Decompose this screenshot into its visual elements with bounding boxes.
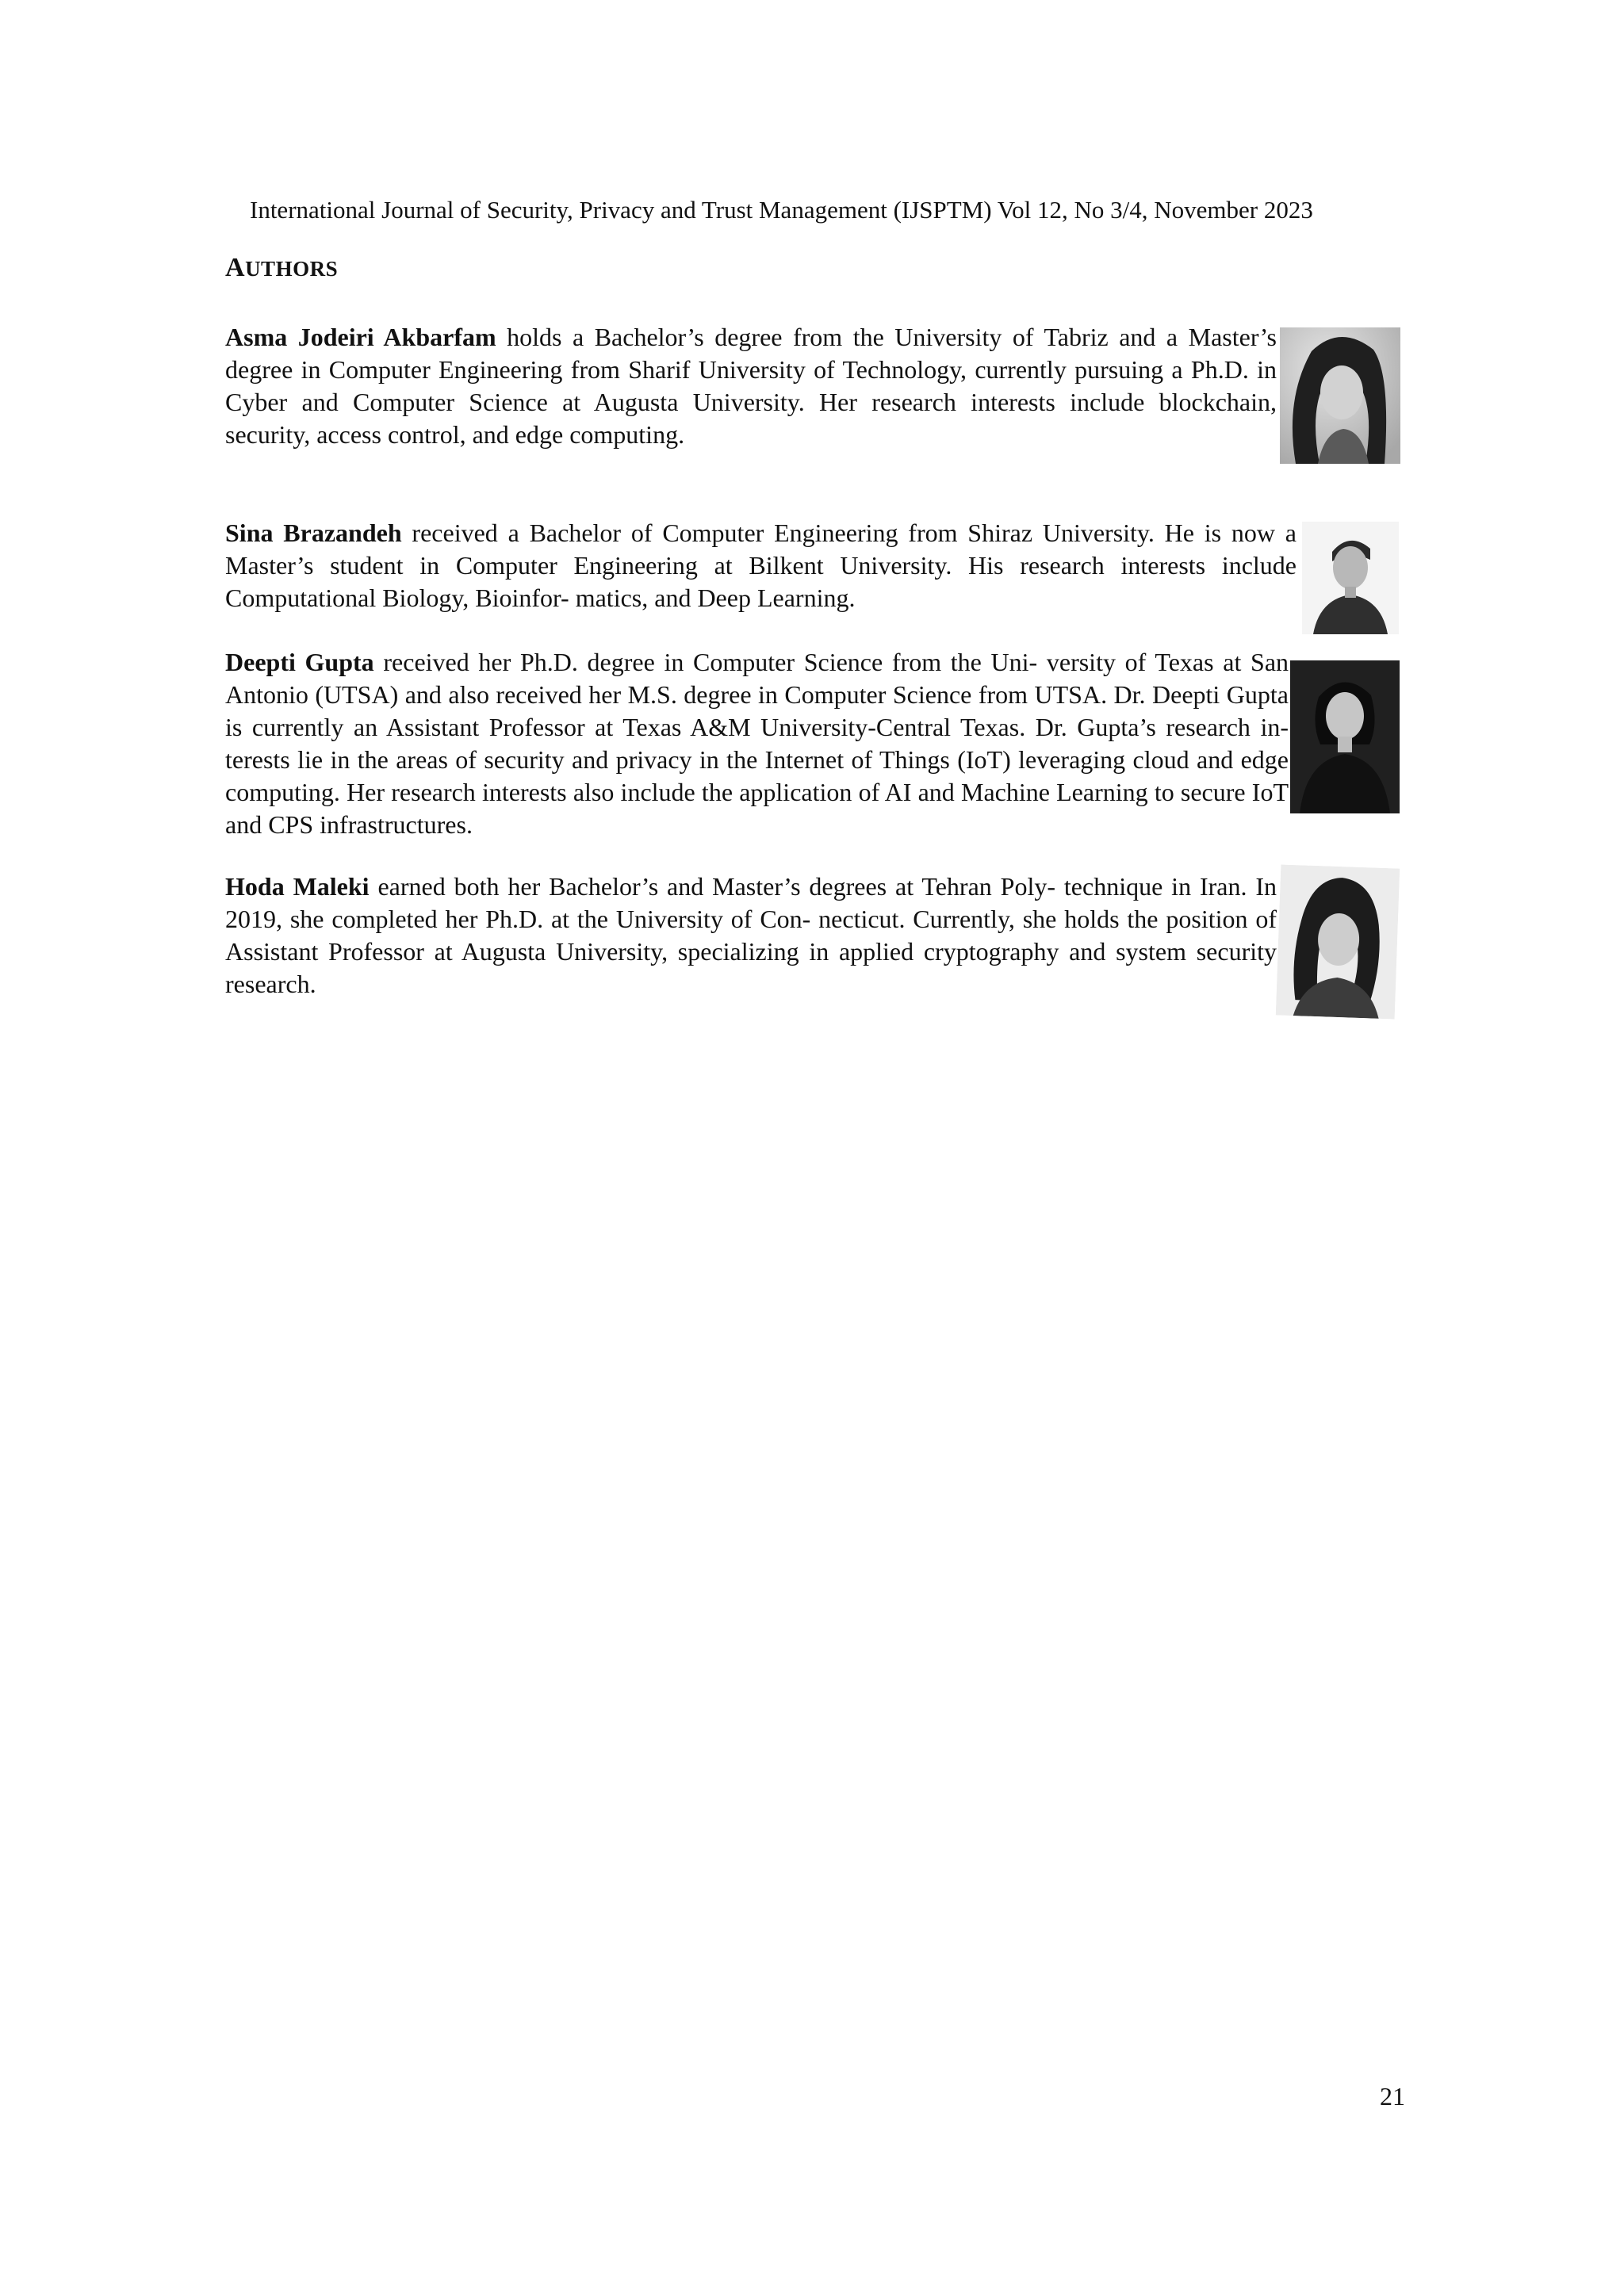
author-bio-text: earned both her Bachelor’s and Master’s degrees at Tehran Poly- technique in Iran. In 2019, she completed her Ph.D. at the University of Con- necticut. Currently, she holds the position of Assistant Professor at Augusta University, specializing in applied cryptography and system security research.	[225, 872, 1277, 998]
author-photo-akbarfam	[1280, 327, 1400, 464]
author-bio-text: received a Bachelor of Computer Engineering from Shiraz University. He is now a Master’s student in Computer Engineering at Bilkent University. His research interests include Computational Biology, Bioinfor- matics, and Deep Learning.	[225, 519, 1297, 612]
page-number: 21	[1380, 2082, 1405, 2110]
author-bio-text: holds a Bachelor’s degree from the University of Tabriz and a Master’s degree in Computer Engineering from Sharif University of Technology, currently pursuing a Ph.D. in Cyber and Computer Science at Augusta University. Her research interests include blockchain, security, access control, and edge computing.	[225, 323, 1277, 449]
author-name: Asma Jodeiri Akbarfam	[225, 323, 496, 351]
author-bio-text: received her Ph.D. degree in Computer Science from the Uni- versity of Texas at San Antonio (UTSA) and also received her M.S. degree in Computer Science from UTSA. Dr. Deepti Gupta is currently an Assistant Professor at Texas A&M University-Central Texas. Dr. Gupta’s research in- terests lie in the areas of security and privacy in the Internet of Things (IoT) leveraging cloud and edge computing. Her research interests also include the application of AI and Machine Learning to secure IoT and CPS infrastructures.	[225, 648, 1289, 839]
author-bio-brazandeh	[225, 517, 1297, 614]
section-heading-authors	[225, 253, 338, 283]
author-photo-gupta	[1290, 660, 1400, 813]
running-header: International Journal of Security, Privacy and Trust Management (IJSPTM) Vol 12, No 3/4, November 2023	[250, 196, 1313, 224]
heading-initial: A	[225, 253, 246, 282]
author-name: Deepti Gupta	[225, 648, 374, 676]
author-bio-maleki	[225, 871, 1277, 1001]
author-bio-gupta	[225, 646, 1289, 841]
heading-rest: UTHORS	[245, 257, 339, 281]
author-name: Hoda Maleki	[225, 872, 370, 901]
author-name: Sina Brazandeh	[225, 519, 402, 547]
author-bio-akbarfam	[225, 321, 1277, 451]
author-photo-maleki	[1276, 864, 1400, 1019]
author-photo-brazandeh	[1302, 522, 1399, 634]
